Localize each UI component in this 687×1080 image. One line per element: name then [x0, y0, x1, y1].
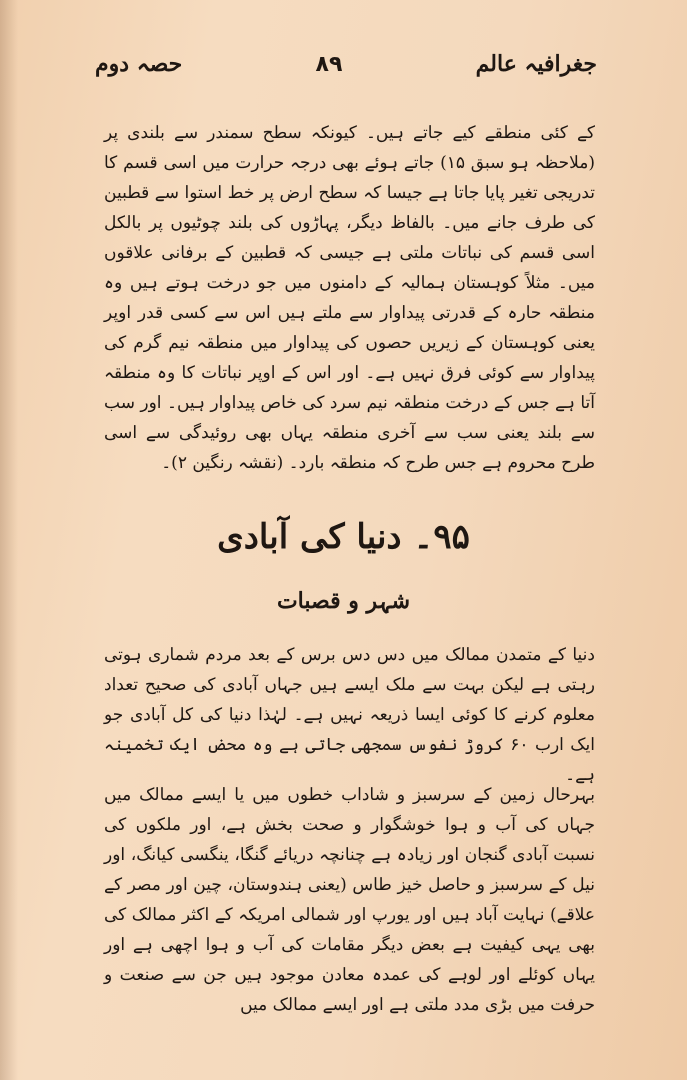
section-subheading: شہر و قصبات: [276, 588, 411, 614]
paragraph-population-density: [104, 780, 595, 1020]
page-header: [95, 44, 597, 84]
section-label: حصہ دوم: [95, 51, 183, 77]
paragraph-census: [104, 640, 595, 790]
chapter-heading: ۹۵۔ دنیا کی آبادی: [217, 517, 470, 557]
page-number: ۸۹: [315, 51, 343, 77]
paragraph-vegetation-zones: [104, 118, 595, 478]
paragraph-text: کے کئی منطقے کیے جاتے ہیں۔ کیونکہ سطح سمندر سے بلندی پر (ملاحظہ ہو سبق ۱۵) جاتے ہوئے بھی درجہ حرارت میں اسی قسم کا تدریجی تغیر پایا جاتا ہے جیسا کہ سطح ارض پر خط استوا سے قطبین کی طرف جانے میں۔ بالفاظ دیگر، پہاڑوں کی بلند چوٹیوں پر بالکل اسی قسم کی نباتات ملتی ہے جیسی کہ قطبین کے برفانی علاقوں میں۔ مثلاً کوہستان ہمالیہ کے دامنوں میں جو درخت ہوتے ہیں وہ منطقہ حارہ کے قدرتی پیداوار سے ملتے ہیں اس سے کسی قدر اوپر یعنی کوہستان کے زیریں حصوں کی پیداوار میں منطقہ نیم گرم کی پیداوار سے کوئی فرق نہیں ہے۔ اور اس کے اوپر نباتات کا وہ منطقہ آتا ہے جس کے درخت منطقہ نیم سرد کی خاص پیداوار ہیں۔ اور سب سے بلند یعنی سب سے آخری منطقہ یہاں بھی روئیدگی سے اسی طرح محروم ہے جس طرح کہ منطقہ بارد۔ (نقشہ رنگین ۲)۔: [104, 123, 595, 473]
paragraph-text: بہرحال زمین کے سرسبز و شاداب خطوں میں یا ایسے ممالک میں جہاں کی آب و ہوا خوشگوار و صحت بخش ہے، اور ملکوں کی نسبت آبادی گنجان اور زیادہ ہے چنانچہ دریائے گنگا، ینگسی کیانگ، اور نیل کے سرسبز و حاصل خیز طاس (یعنی ہندوستان، چین اور مصر کے علاقے) نہایت آباد ہیں اور یورپ اور شمالی امریکہ کے اکثر ممالک کی بھی یہی کیفیت ہے بعض دیگر مقامات کی آب و ہوا اچھی ہے اور یہاں کوئلے اور لوہے کی عمدہ معادن موجود ہیں جن سے صنعت و حرفت میں بڑی مدد ملتی ہے اور ایسے ممالک میں: [104, 785, 595, 1015]
book-title: جغرافیہ عالم: [475, 51, 597, 77]
paragraph-text: دنیا کے متمدن ممالک میں دس دس برس کے بعد مردم شماری ہوتی رہتی ہے لیکن بہت سے ملک ایسے ہیں جہاں آبادی کی صحیح تعداد معلوم کرنے کا کوئی ایسا ذریعہ نہیں ہے۔ لہٰذا دنیا کی کل آبادی جو ایک ارب ۶۰ کروڑ نفوس سمجھی جاتی ہے وہ محض ایک تخمینہ ہے۔: [104, 645, 595, 785]
